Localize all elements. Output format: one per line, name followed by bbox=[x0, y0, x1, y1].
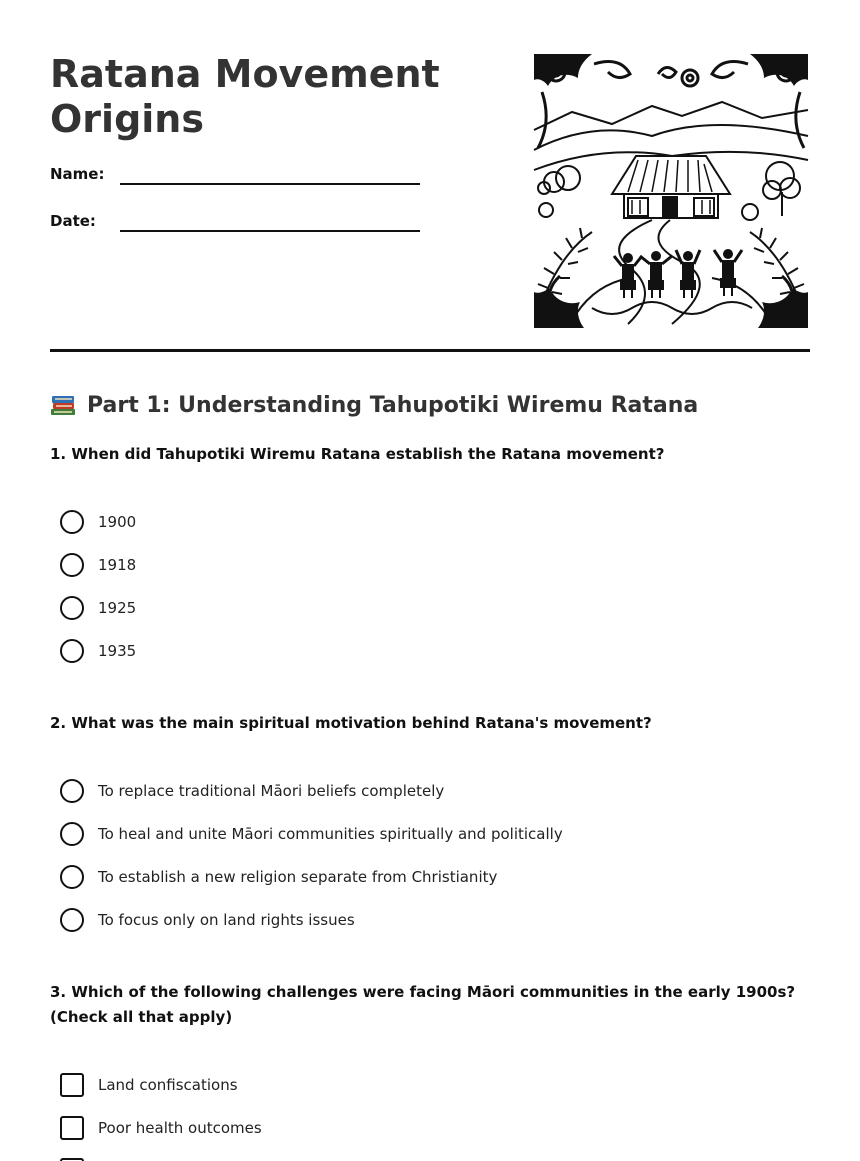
radio-button[interactable] bbox=[60, 865, 84, 889]
name-line[interactable] bbox=[120, 183, 420, 185]
radio-button[interactable] bbox=[60, 779, 84, 803]
radio-button[interactable] bbox=[60, 553, 84, 577]
q2-option-3[interactable] bbox=[60, 864, 760, 890]
q2-option-4[interactable] bbox=[60, 907, 760, 933]
option-label: To heal and unite Māori communities spiritually and politically bbox=[98, 825, 563, 843]
option-label: 1900 bbox=[98, 513, 137, 531]
worksheet-title: Ratana Movement Origins bbox=[50, 52, 440, 141]
header-divider bbox=[50, 349, 810, 352]
checkbox[interactable] bbox=[60, 1073, 84, 1097]
q2-option-2[interactable] bbox=[60, 821, 760, 847]
q1-option-2[interactable] bbox=[60, 552, 760, 578]
option-label: 1918 bbox=[98, 556, 137, 574]
books-icon bbox=[50, 393, 76, 417]
q3-option-1[interactable] bbox=[60, 1072, 760, 1098]
date-label: Date: bbox=[50, 212, 96, 230]
radio-button[interactable] bbox=[60, 639, 84, 663]
option-label: To replace traditional Māori beliefs completely bbox=[98, 782, 445, 800]
question-2: 2. What was the main spiritual motivation behind Ratana's movement? bbox=[50, 714, 652, 732]
question-1: 1. When did Tahupotiki Wiremu Ratana establish the Ratana movement? bbox=[50, 445, 665, 463]
section-title-text: Part 1: Understanding Tahupotiki Wiremu Ratana bbox=[87, 392, 699, 418]
q1-option-1[interactable] bbox=[60, 509, 760, 535]
option-label: Land confiscations bbox=[98, 1076, 238, 1094]
option-label: 1935 bbox=[98, 642, 137, 660]
worksheet-page bbox=[50, 0, 810, 1161]
q1-option-4[interactable] bbox=[60, 638, 760, 664]
radio-button[interactable] bbox=[60, 510, 84, 534]
q3-option-3[interactable] bbox=[60, 1157, 760, 1161]
option-label: 1925 bbox=[98, 599, 137, 617]
date-field[interactable] bbox=[50, 212, 420, 242]
radio-button[interactable] bbox=[60, 596, 84, 620]
q2-option-1[interactable] bbox=[60, 778, 760, 804]
option-label: To focus only on land rights issues bbox=[98, 911, 355, 929]
radio-button[interactable] bbox=[60, 908, 84, 932]
name-field[interactable] bbox=[50, 165, 420, 195]
name-label: Name: bbox=[50, 165, 105, 183]
option-label: To establish a new religion separate from Christianity bbox=[98, 868, 498, 886]
question-3: 3. Which of the following challenges were facing Māori communities in the early 1900s? (Check all that apply) bbox=[50, 983, 796, 1026]
option-label: Poor health outcomes bbox=[98, 1119, 262, 1137]
section-title-part-1 bbox=[50, 389, 698, 421]
date-line[interactable] bbox=[120, 230, 420, 232]
checkbox[interactable] bbox=[60, 1116, 84, 1140]
q1-option-3[interactable] bbox=[60, 595, 760, 621]
q3-option-2[interactable] bbox=[60, 1115, 760, 1141]
meeting-house-illustration bbox=[532, 52, 810, 330]
radio-button[interactable] bbox=[60, 822, 84, 846]
